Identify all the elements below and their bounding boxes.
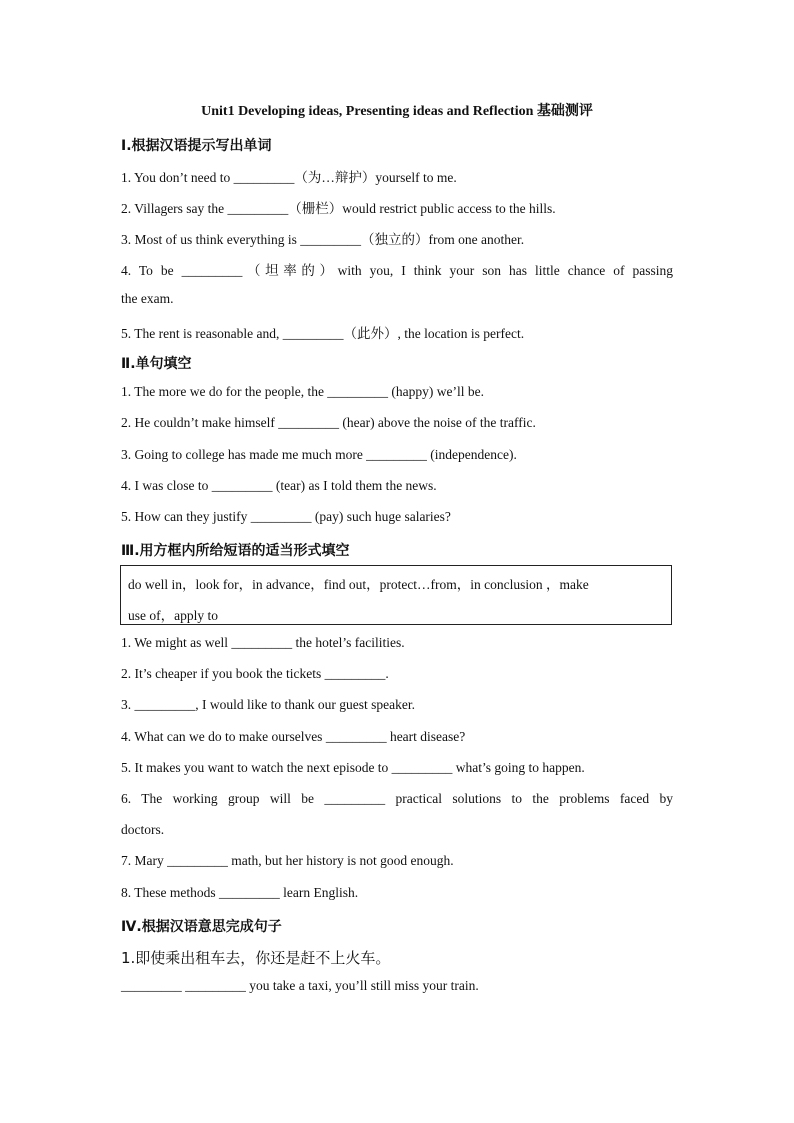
s3-question-6-continued: doctors. [121,822,165,837]
s1-question-4: 4. To be _________（坦率的）with you, I think your son has little chance of passing [121,263,673,278]
s4-question-1-chinese: 1.即使乘出租车去，你还是赶不上火车。 [121,949,391,967]
page-title: Unit1 Developing ideas, Presenting ideas and Reflection 基础测评 [201,104,593,119]
phrase-box-line-1: do well in，look for，in advance，find out，protect…from，in conclusion ，make [128,577,589,592]
s2-question-2: 2. He couldn’t make himself _________ (hear) above the noise of the traffic. [121,415,536,430]
s3-question-2: 2. It’s cheaper if you book the tickets _________. [121,666,389,681]
phrase-box [120,565,672,625]
s2-question-1: 1. The more we do for the people, the _________ (happy) we’ll be. [121,384,485,399]
s3-question-6: 6. The working group will be _________ practical solutions to the problems faced by [121,791,673,806]
s3-question-4: 4. What can we do to make ourselves _________ heart disease? [121,729,466,744]
phrase-box-line-2: use of，apply to [128,608,218,623]
s2-question-4: 4. I was close to _________ (tear) as I told them the news. [121,478,437,493]
s1-question-4-continued: the exam. [121,291,174,306]
s3-question-5: 5. It makes you want to watch the next episode to _________ what’s going to happen. [121,760,585,775]
s3-question-7: 7. Mary _________ math, but her history is not good enough. [121,853,454,868]
s1-question-2: 2. Villagers say the _________（栅栏）would restrict public access to the hills. [121,201,556,216]
s1-question-1: 1. You don’t need to _________（为…辩护）yourself to me. [121,170,457,185]
s3-question-3: 3. _________, I would like to thank our guest speaker. [121,697,415,712]
section-2-heading: Ⅱ.单句填空 [121,356,192,372]
section-1-heading: I.根据汉语提示写出单词 [121,138,272,154]
s1-question-3: 3. Most of us think everything is _________（独立的）from one another. [121,232,525,247]
s3-question-8: 8. These methods _________ learn English. [121,885,359,900]
section-3-heading: Ⅲ.用方框内所给短语的适当形式填空 [121,543,350,559]
s3-question-1: 1. We might as well _________ the hotel’s facilities. [121,635,405,650]
s2-question-5: 5. How can they justify _________ (pay) such huge salaries? [121,509,451,524]
s4-question-1-english: _________ _________ you take a taxi, you’ll still miss your train. [121,978,479,993]
s2-question-3: 3. Going to college has made me much more _________ (independence). [121,447,517,462]
s1-question-5: 5. The rent is reasonable and, _________（此外）, the location is perfect. [121,326,525,341]
section-4-heading: Ⅳ.根据汉语意思完成句子 [121,919,282,935]
